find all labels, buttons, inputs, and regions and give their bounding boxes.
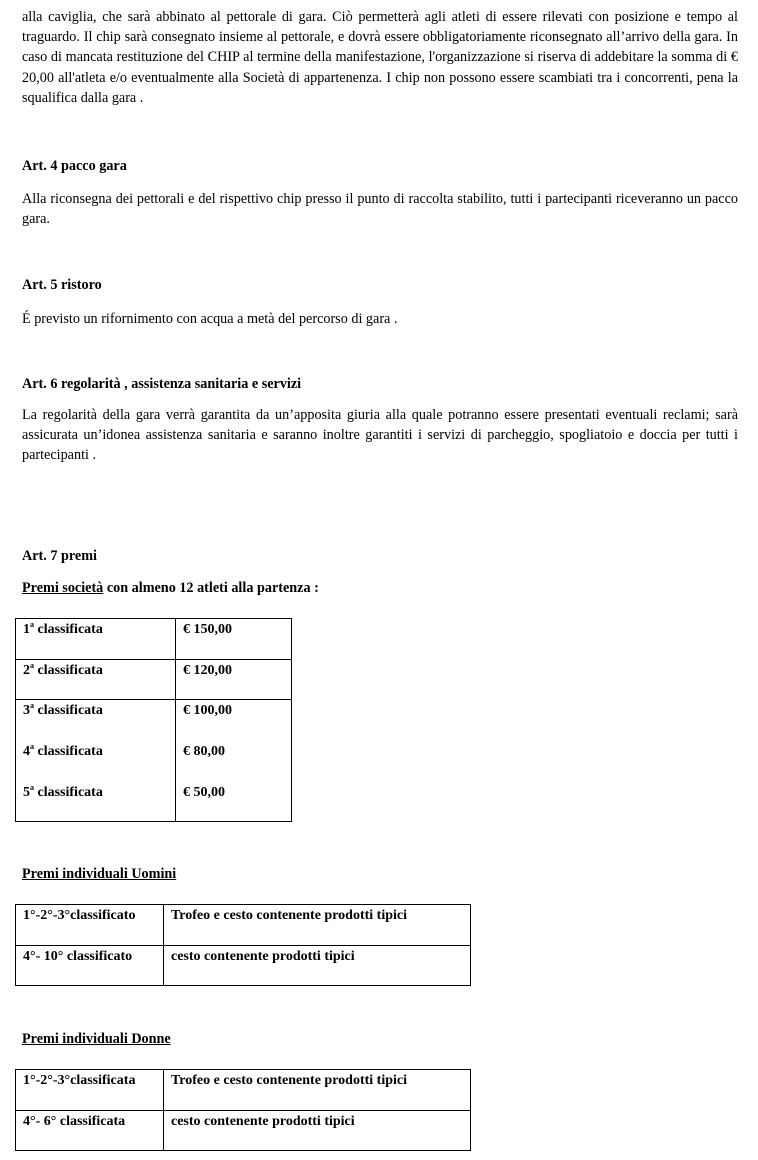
donne-prize-cell: Trofeo e cesto contenente prodotti tipici (164, 1070, 471, 1111)
premi-donne-heading: Premi individuali Donne (22, 1031, 171, 1047)
premi-societa-heading-underlined: Premi società (22, 580, 104, 596)
donne-position-cell: 1°-2°-3°classificata (16, 1070, 164, 1111)
table-row (16, 1070, 471, 1111)
societa-position-cell: 1$^a$ classificata (16, 619, 176, 660)
premi-societa-heading (22, 579, 319, 597)
table-row (16, 905, 471, 946)
art5-title: Art. 5 ristoro (22, 277, 102, 293)
donne-prize-cell: cesto contenente prodotti tipici (164, 1111, 471, 1151)
uomini-prize-cell: Trofeo e cesto contenente prodotti tipici (164, 905, 471, 946)
art5-text: É previsto un rifornimento con acqua a metà del percorso di gara . (22, 311, 398, 327)
art4-text: Alla riconsegna dei pettorali e del rispettivo chip presso il punto di raccolta stabilito, tutti i partecipanti riceveranno un pacco gara. (22, 191, 738, 228)
intro-paragraph: alla caviglia, che sarà abbinato al pettorale di gara. Ciò permetterà agli atleti di essere rilevati con posizione e tempo al traguardo. Il chip sarà consegnato insieme al pettorale, e dovrà essere obbligatoriamente riconsegnato all’arrivo della gara. In caso di mancata restituzione del CHIP al termine della manifestazione, l'organizzazione si riserva di addebitare la somma di € 20,00 all'atleta e/o eventualmente alla Società di appartenenza. I chip non possono essere scambiati tra i concorrenti, pena la squalifica dalla gara . (22, 9, 738, 106)
societa-position-cell: 2$^a$ classificata (16, 660, 176, 700)
premi-donne-table (15, 1069, 471, 1151)
uomini-position-cell: 4°- 10° classificato (16, 946, 164, 986)
art4-title: Art. 4 pacco gara (22, 158, 127, 174)
societa-amount-cell: € 100,00 € 80,00 € 50,00 (176, 700, 292, 822)
premi-societa-table (15, 618, 292, 822)
premi-uomini-table (15, 904, 471, 986)
uomini-prize-cell: cesto contenente prodotti tipici (164, 946, 471, 986)
art6-title: Art. 6 regolarità , assistenza sanitaria e servizi (22, 376, 302, 392)
donne-position-cell: 4°- 6° classificata (16, 1111, 164, 1151)
table-row (16, 1111, 471, 1151)
art7-title: Art. 7 premi (22, 548, 97, 564)
table-row (16, 619, 292, 660)
table-row (16, 946, 471, 986)
table-row (16, 660, 292, 700)
premi-societa-heading-rest: con almeno 12 atleti alla partenza : (103, 580, 319, 596)
societa-amount-cell: € 150,00 (176, 619, 292, 660)
premi-uomini-heading: Premi individuali Uomini (22, 866, 177, 882)
societa-position-cell: 3$^a$ classificata 4$^a$ classificata 5$^a$ classificata (16, 700, 176, 822)
societa-amount-cell: € 120,00 (176, 660, 292, 700)
table-row (16, 700, 292, 822)
art6-text: La regolarità della gara verrà garantita da un’apposita giuria alla quale potranno essere presentati eventuali reclami; sarà assicurata un’idonea assistenza sanitaria e saranno inoltre garantiti i servizi di parcheggio, spogliatoio e doccia per tutti i partecipanti . (22, 407, 738, 464)
uomini-position-cell: 1°-2°-3°classificato (16, 905, 164, 946)
